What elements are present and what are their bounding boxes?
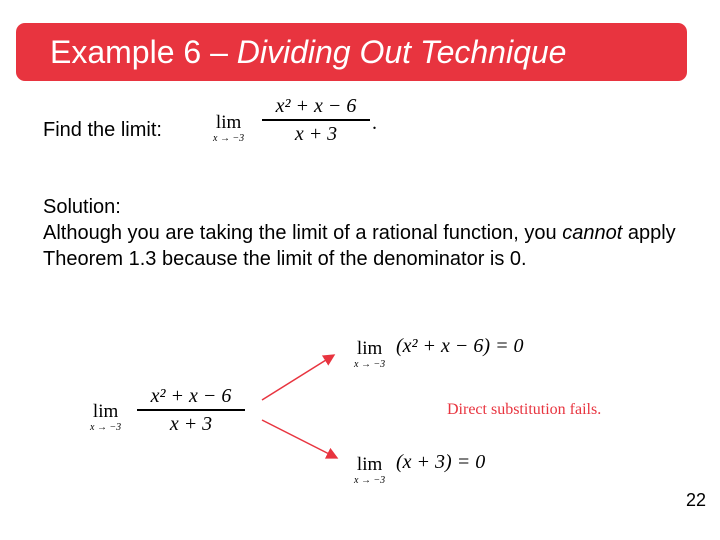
center-denominator: x + 3	[169, 412, 213, 435]
emphasis-cannot: cannot	[562, 222, 623, 244]
bottom-lim: lim x → −3	[354, 454, 386, 486]
bottom-expression: (x + 3) = 0	[396, 451, 486, 473]
top-expression: (x² + x − 6) = 0	[396, 335, 524, 357]
arrow-bottom	[262, 420, 337, 458]
top-lim: lim x → −3	[354, 338, 386, 370]
direct-substitution-note: Direct substitution fails.	[447, 401, 602, 418]
solution-heading: Solution:	[43, 196, 121, 218]
problem-lim: lim x → −3	[213, 112, 245, 144]
page-number: 22	[685, 490, 706, 510]
center-numerator: x² + x − 6	[150, 385, 232, 407]
problem-numerator: x² + x − 6	[275, 95, 357, 117]
arrow-top	[262, 355, 334, 400]
center-lim: lim x → −3	[90, 401, 122, 433]
solution-text: Solution: Although you are taking the limit of a rational function, you cannot apply Theorem 1.3 because the limit of the denominator is 0.	[43, 194, 683, 272]
problem-period: .	[372, 112, 377, 134]
find-limit-label: Find the limit:	[43, 119, 162, 141]
problem-denominator: x + 3	[294, 122, 338, 145]
slide-title: Example 6 – Dividing Out Technique	[50, 33, 567, 70]
